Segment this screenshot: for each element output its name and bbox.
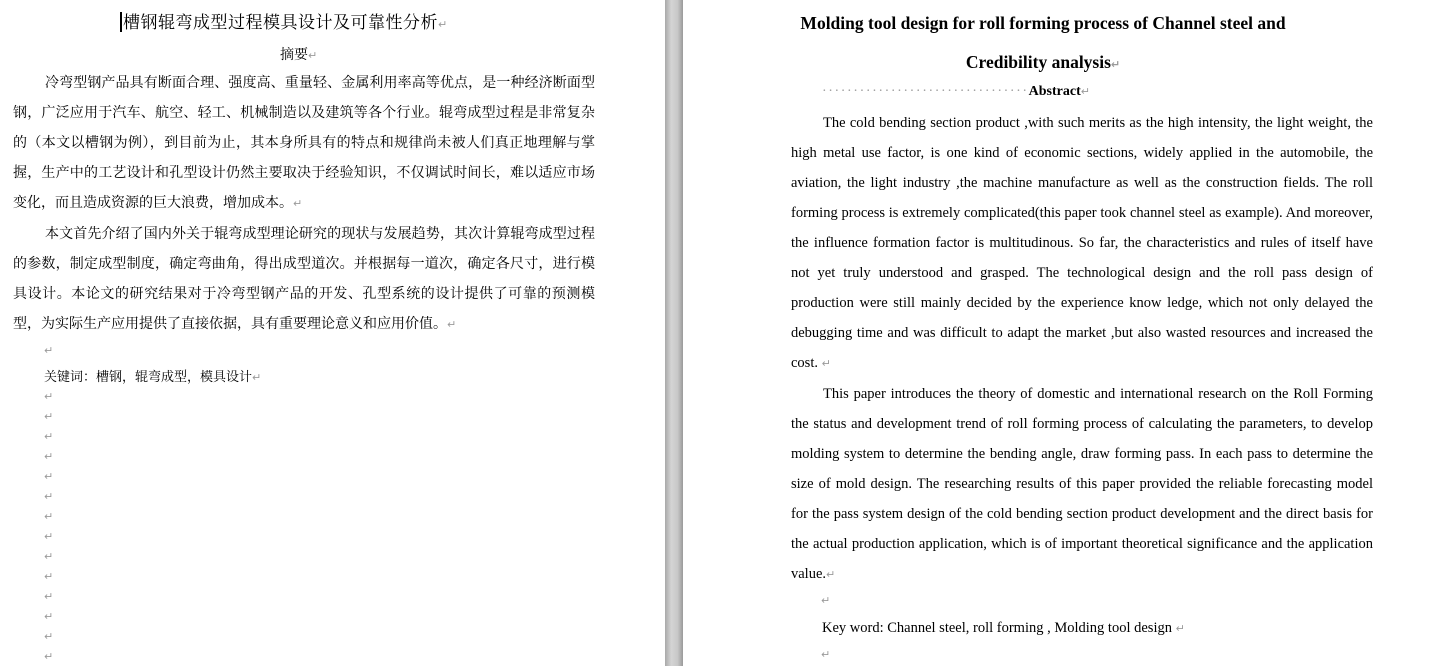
empty-paragraph-mark-icon: ↵ [44,530,54,543]
paragraph-mark-icon: ↵ [252,371,262,384]
paragraph[interactable]: This paper introduces the theory of domestic and international research on the Roll Forming the status and development trend of roll forming process of calculating the parameters, to develop molding system to determine the bending angle, draw forming pass. In each pass to determine the size of mold design. The researching results of this paper provided the reliable forecasting model for the pass system design of the cold bending section product development and the direct basis for the actual production application, which is of important theoretical significance and the application value.↵ [791,386,1373,582]
abstract-body-en[interactable] [791,108,1373,590]
text-cursor [120,12,122,32]
tab-leader-dots: ································· [822,84,1029,99]
abstract-heading-en[interactable]: ·································Abstract↵ [822,84,1090,99]
abstract-body-zh[interactable] [13,68,595,340]
paragraph-mark-icon: ↵ [1080,85,1090,98]
empty-paragraph-mark-icon: ↵ [44,344,54,357]
page-left[interactable] [0,0,665,666]
empty-paragraph-mark-icon: ↵ [44,570,54,583]
empty-paragraph-mark-icon: ↵ [44,630,54,643]
abstract-heading-zh[interactable]: 摘要↵ [280,47,318,63]
empty-paragraph-mark-icon: ↵ [44,510,54,523]
empty-paragraph-mark-icon: ↵ [44,650,54,663]
paragraph[interactable]: 本文首先介绍了国内外关于辊弯成型理论研究的现状与发展趋势，其次计算辊弯成型过程的参数，制定成型制度，确定弯曲角，得出成型道次。并根据每一道次，确定各尺寸，进行模具设计。本论文的研究结果对于冷弯型钢产品的开发、孔型系统的设计提供了可靠的预测模型，为实际生产应用提供了直接依据，具有重要理论意义和应用价值。↵ [13,226,595,332]
paragraph-mark-icon: ↵ [447,318,457,331]
empty-paragraph-mark-icon: ↵ [44,490,54,503]
paragraph-mark-icon: ↵ [826,568,836,581]
paragraph-mark-icon: ↵ [1175,622,1185,635]
paragraph-mark-icon: ↵ [1110,58,1121,71]
empty-paragraph-mark-icon: ↵ [44,430,54,443]
empty-paragraph-mark-icon: ↵ [44,550,54,563]
page-gutter [665,0,683,666]
keywords-en[interactable]: Key word: Channel steel, roll forming , Molding tool design ↵ [822,620,1185,636]
empty-paragraph-mark-icon: ↵ [821,594,831,607]
paragraph-mark-icon: ↵ [438,18,448,31]
keywords-zh[interactable]: 关键词：槽钢，辊弯成型，模具设计↵ [44,370,262,385]
empty-paragraph-mark-icon: ↵ [44,590,54,603]
paragraph[interactable]: The cold bending section product ,with such merits as the high intensity, the light weight, the high metal use factor, is one kind of economic sections, widely applied in the automobile, the aviation, the light industry ,the machine manufacture as well as the construction fields. The roll forming process is extremely complicated(this paper took channel steel as example). And moreover, the influence formation factor is multitudinous. So far, the characteristics and rules of itself have not yet truly understood and grasped. The technological design and the roll pass design of production were still mainly decided by the experience know ledge, which not only delayed the debugging time and was difficult to adapt the market ,but also wasted resources and increased the cost. ↵ [791,115,1373,371]
paragraph-mark-icon: ↵ [308,49,318,62]
empty-paragraph-mark-icon: ↵ [44,470,54,483]
document-title-en[interactable]: Molding tool design for roll forming process of Channel steel and Credibility analysis↵ [800,13,1286,72]
page-right[interactable] [683,0,1434,666]
empty-paragraph-mark-icon: ↵ [821,648,831,661]
empty-paragraph-mark-icon: ↵ [44,410,54,423]
paragraph-mark-icon: ↵ [821,357,831,370]
paragraph-mark-icon: ↵ [293,197,303,210]
document-title-zh[interactable]: 槽钢辊弯成型过程模具设计及可靠性分析↵ [120,8,500,33]
paragraph[interactable]: 冷弯型钢产品具有断面合理、强度高、重量轻、金属利用率高等优点，是一种经济断面型钢，广泛应用于汽车、航空、轻工、机械制造以及建筑等各个行业。辊弯成型过程是非常复杂的（本文以槽钢为例），到目前为止，其本身所具有的特点和规律尚未被人们真正地理解与掌握，生产中的工艺设计和孔型设计仍然主要取决于经验知识，不仅调试时间长，难以适应市场变化，而且造成资源的巨大浪费，增加成本。↵ [13,75,595,211]
empty-paragraph-mark-icon: ↵ [44,450,54,463]
empty-paragraph-mark-icon: ↵ [44,390,54,403]
empty-paragraph-mark-icon: ↵ [44,610,54,623]
